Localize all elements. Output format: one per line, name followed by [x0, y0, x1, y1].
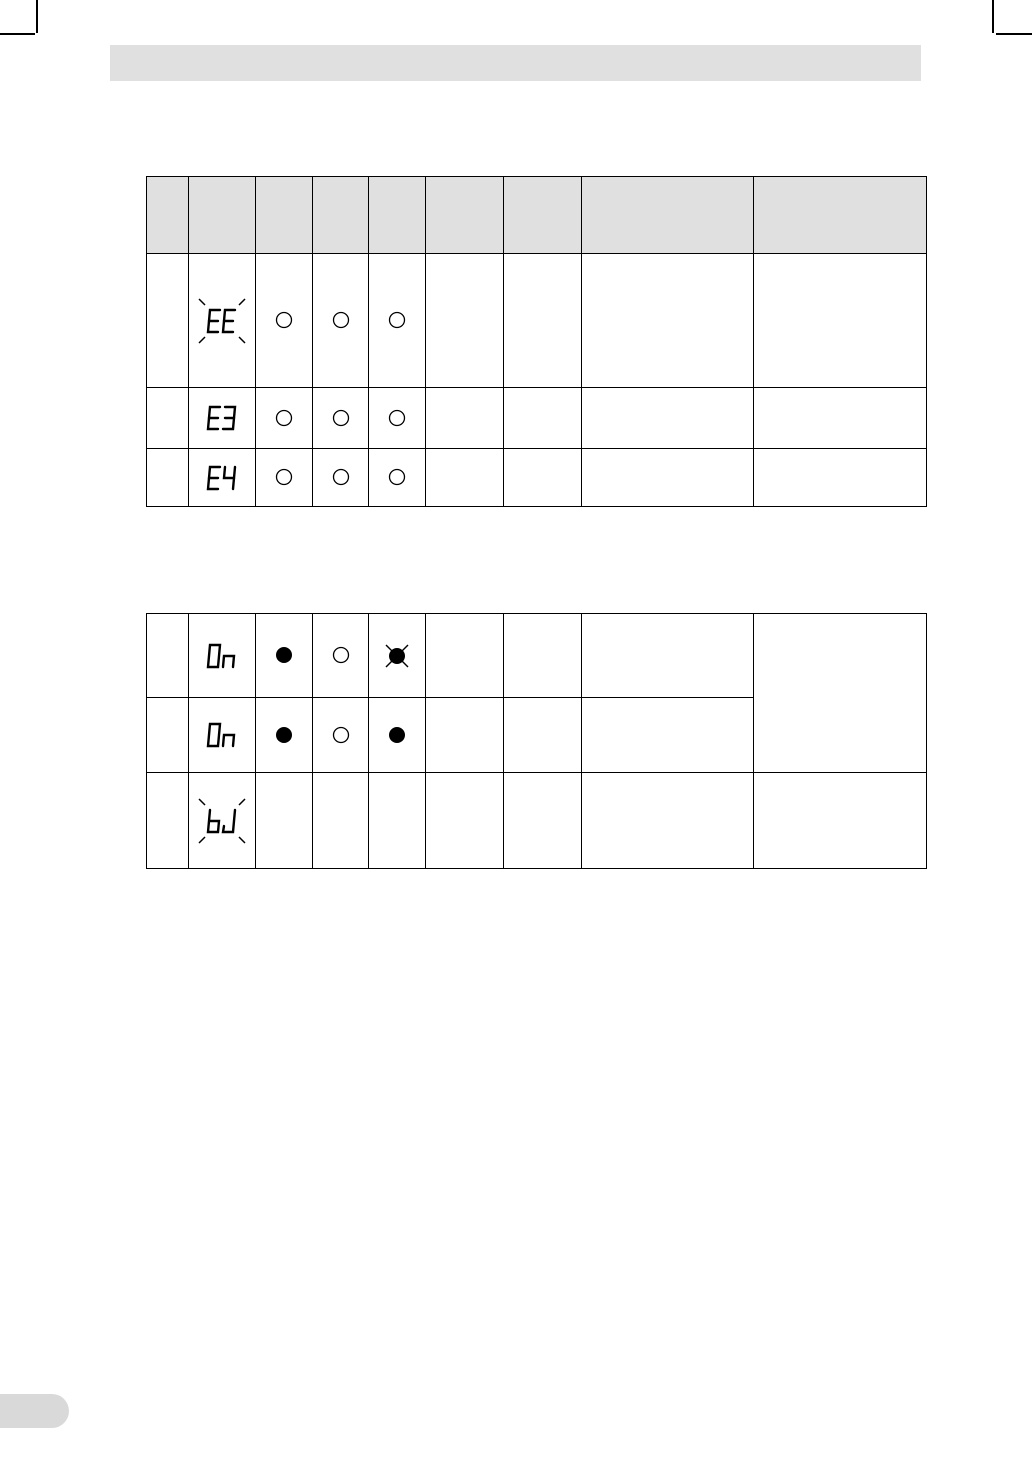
indicator-off-icon — [388, 468, 406, 486]
indicator-off-icon — [275, 468, 293, 486]
section-header-bar — [110, 45, 921, 81]
indicator-off-icon — [388, 409, 406, 427]
header-cell — [313, 177, 369, 254]
table-header-row — [147, 177, 927, 254]
header-cell — [504, 177, 582, 254]
crop-mark-vertical — [992, 0, 994, 33]
header-cell — [369, 177, 426, 254]
seven-segment-display-on — [198, 720, 246, 750]
indicator-off-icon — [332, 311, 350, 329]
indicator-off-icon — [275, 311, 293, 329]
indicator-off-icon — [332, 646, 350, 664]
indicator-off-icon — [388, 311, 406, 329]
page-number-tab — [0, 1394, 69, 1428]
header-cell — [147, 177, 189, 254]
status-display-table — [146, 613, 927, 869]
error-display-table — [146, 176, 927, 507]
header-cell — [582, 177, 754, 254]
header-cell — [754, 177, 927, 254]
indicator-off-icon — [332, 409, 350, 427]
table-row — [147, 773, 927, 869]
indicator-off-icon — [332, 468, 350, 486]
indicator-off-icon — [275, 409, 293, 427]
header-cell — [426, 177, 504, 254]
header-cell — [256, 177, 313, 254]
seven-segment-display-ee-blinking — [198, 298, 246, 344]
table-row — [147, 388, 927, 449]
table-row — [147, 614, 927, 698]
crop-mark-horizontal — [996, 33, 1032, 35]
indicator-on-icon — [275, 646, 293, 664]
crop-mark-vertical — [36, 0, 38, 33]
indicator-blinking-icon — [384, 643, 410, 669]
seven-segment-display-e3 — [198, 403, 246, 433]
indicator-on-icon — [275, 726, 293, 744]
seven-segment-display-bj-blinking — [198, 798, 246, 844]
indicator-off-icon — [332, 726, 350, 744]
header-cell — [189, 177, 256, 254]
seven-segment-display-e4 — [198, 463, 246, 493]
table-row — [147, 254, 927, 388]
crop-mark-horizontal — [0, 33, 35, 35]
seven-segment-display-on — [198, 641, 246, 671]
indicator-on-icon — [388, 726, 406, 744]
table-row — [147, 449, 927, 507]
